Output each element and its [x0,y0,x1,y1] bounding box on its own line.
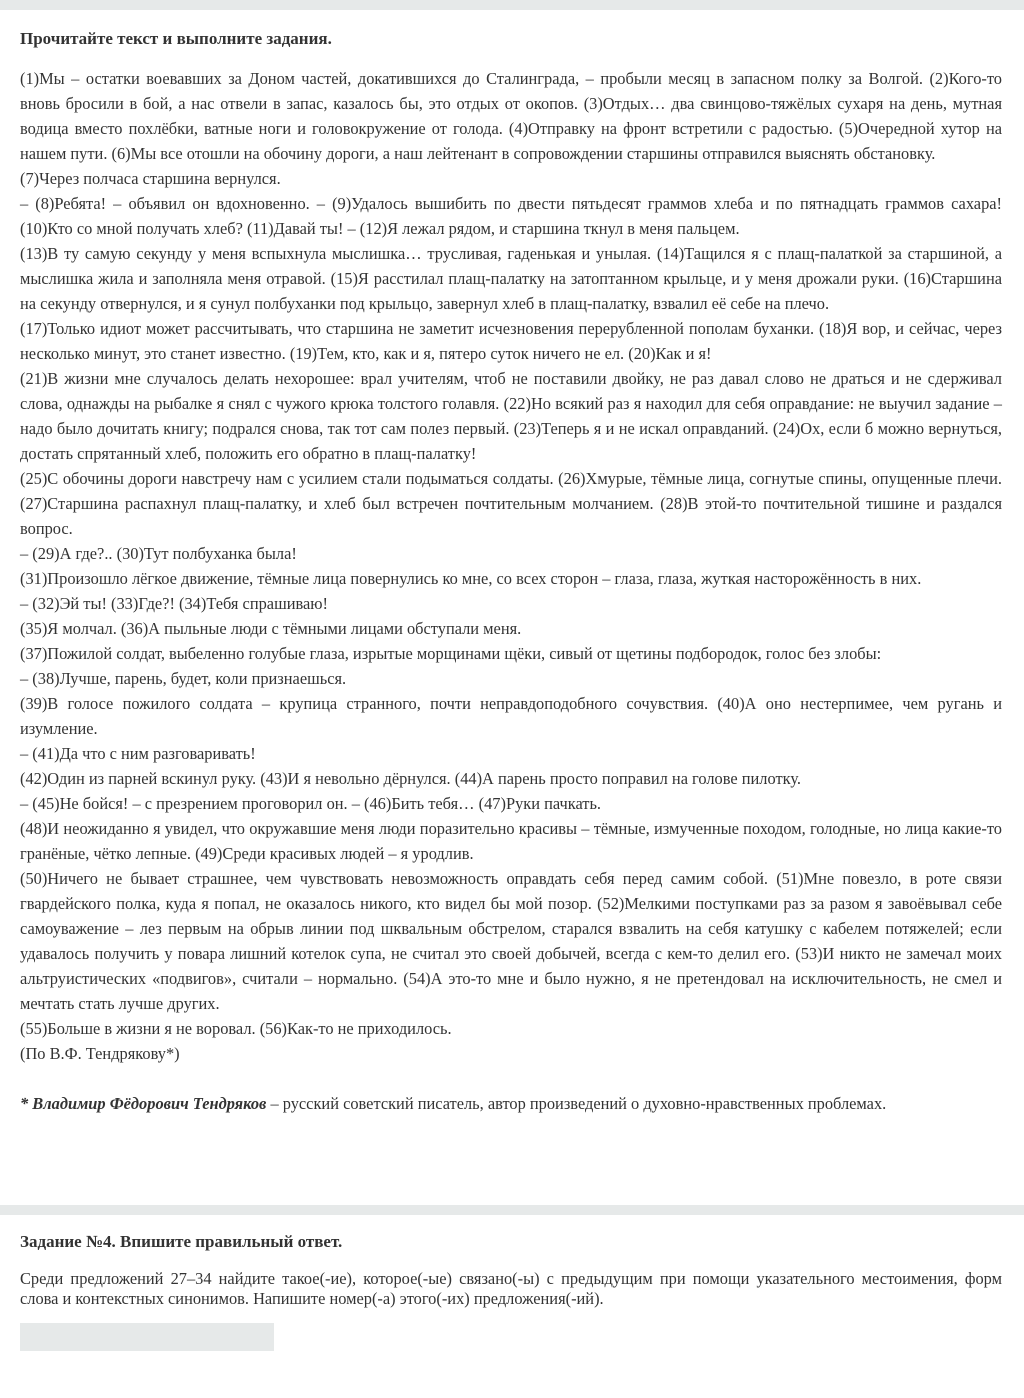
passage-paragraph: (13)В ту самую секунду у меня вспыхнула мыслишка… трусливая, гаденькая и унылая. (14)Тащился я с плащ-палаткой за старшиной, а мыслишка жила и заполняла меня отравой. (15)Я расстилал плащ-палатку на затоптанном крыльце, и у меня дрожали руки. (16)Старшина на секунду отвернулся, и я сунул полбуханки под крыльцо, завернул хлеб в плащ-палатку, взвалил её себе на плечо. [20,244,1002,313]
answer-input[interactable] [20,1323,274,1351]
passage-paragraph: – (45)Не бойся! – с презрением проговорил он. – (46)Бить тебя… (47)Руки пачкать. [20,794,602,813]
passage-paragraph: – (29)А где?.. (30)Тут полбуханка была! [20,544,297,563]
passage-paragraph: – (8)Ребята! – объявил он вдохновенно. – (9)Удалось вышибить по двести пятьдесят граммов хлеба и по пятнадцать граммов сахара! (10)Кто со мной получать хлеб? (11)Давай ты! – (12)Я лежал рядом, и старшина ткнул в меня пальцем. [20,194,1002,238]
passage-paragraph: (37)Пожилой солдат, выбеленно голубые глаза, изрытые морщинами щёки, сивый от щетины подбородок, голос без злобы: [20,644,882,663]
top-divider-bar [0,0,1024,10]
passage-paragraph: (42)Один из парней вскинул руку. (43)И я невольно дёрнулся. (44)А парень просто поправил на голове пилотку. [20,769,801,788]
passage-paragraph: (21)В жизни мне случалось делать нехорошее: врал учителям, чтоб не поставили двойку, не раз давал слово не драться и не сдерживал слова, однажды на рыбалке я снял с чужого крюка толстого голавля. (22)Но всякий раз я находил для себя оправдание: не выучил задание – надо было дочитать книгу; подрался снова, так тот сам полез первый. (23)Теперь я и не искал оправданий. (24)Ох, если б можно вернуться, достать спрятанный хлеб, положить его обратно в плащ-палатку! [20,369,1002,463]
reading-heading: Прочитайте текст и выполните задания. [20,29,332,48]
passage-paragraph: (50)Ничего не бывает страшнее, чем чувствовать невозможность оправдать себя перед самим собой. (51)Мне повезло, в роте связи гвардейского полка, куда я попал, не оказалось никого, кто видел бы мой позор. (52)Мелкими поступками раз за разом я завоёвывал себе самоуважение – лез первым на обрыв линии под шквальным обстрелом, старался взвалить на себя катушку с кабелем потяжелей; если удавалось получить у повара лишний котелок супа, не считал это своей добычей, всегда с кем-то делил его. (53)И никто не замечал моих альтруистических «подвигов», считали – нормально. (54)А это-то мне и было нужно, я не претендовал на исключительность, не смел и мечтать стать лучше других. [20,869,1002,1013]
passage-paragraph: – (32)Эй ты! (33)Где?! (34)Тебя спрашиваю! [20,594,328,613]
reading-section [20,26,1002,1116]
task-heading: Задание №4. Впишите правильный ответ. [20,1232,343,1251]
footnote-author: * Владимир Фёдорович Тендряков [20,1094,267,1113]
footnote-text: – русский советский писатель, автор произведений о духовно-нравственных проблемах. [266,1094,887,1113]
author-footnote [20,1091,1002,1116]
source-attribution: (По В.Ф. Тендрякову*) [20,1044,180,1063]
passage-paragraph: (1)Мы – остатки воевавших за Доном частей, докатившихся до Сталинграда, – пробыли месяц в запасном полку за Волгой. (2)Кого-то вновь бросили в бой, а нас отвели в запас, казалось бы, это отдых от окопов. (3)Отдых… два свинцово-тяжёлых сухаря на день, мутная водица вместо похлёбки, ватные ноги и головокружение от голода. (4)Отправку на фронт встретили с радостью. (5)Очередной хутор на нашем пути. (6)Мы все отошли на обочину дороги, а наш лейтенант в сопровождении старшины отправился выяснять обстановку. [20,69,1002,163]
passage-paragraph: (35)Я молчал. (36)А пыльные люди с тёмными лицами обступали меня. [20,619,522,638]
passage-paragraph: (48)И неожиданно я увидел, что окружавшие меня люди поразительно красивы – тёмные, измученные походом, голодные, но лица какие-то гранёные, чётко лепные. (49)Среди красивых людей – я уродлив. [20,819,1002,863]
passage-paragraph: (7)Через полчаса старшина вернулся. [20,169,281,188]
section-divider-bar [0,1205,1024,1215]
passage-paragraph: (17)Только идиот может рассчитывать, что старшина не заметит исчезновения перерубленной пополам буханки. (18)Я вор, и сейчас, через несколько минут, это станет известно. (19)Тем, кто, как и я, пятеро суток ничего не ел. (20)Как и я! [20,319,1002,363]
task-instructions: Среди предложений 27–34 найдите такое(-ие), которое(-ые) связано(-ы) с предыдущим при помощи указательного местоимения, форм слова и контекстных синонимов. Напишите номер(-а) этого(-их) предложения(-ий). [20,1269,1002,1308]
passage-paragraph: (25)С обочины дороги навстречу нам с усилием стали подыматься солдаты. (26)Хмурые, тёмные лица, согнутые спины, опущенные плечи. (27)Старшина распахнул плащ-палатку, и хлеб был встречен почтительным молчанием. (28)В этой-то почтительной тишине и раздался вопрос. [20,469,1002,538]
reading-passage [20,66,1002,1066]
passage-paragraph: – (41)Да что с ним разговаривать! [20,744,256,763]
passage-paragraph: (31)Произошло лёгкое движение, тёмные лица повернулись ко мне, со всех сторон – глаза, глаза, жуткая насторожённость в них. [20,569,922,588]
passage-paragraph: – (38)Лучше, парень, будет, коли признаешься. [20,669,347,688]
passage-paragraph: (55)Больше в жизни я не воровал. (56)Как-то не приходилось. [20,1019,452,1038]
task-section [20,1229,1002,1309]
passage-paragraph: (39)В голосе пожилого солдата – крупица странного, почти неправдоподобного сочувствия. (40)А оно нестерпимее, чем ругань и изумление. [20,694,1002,738]
